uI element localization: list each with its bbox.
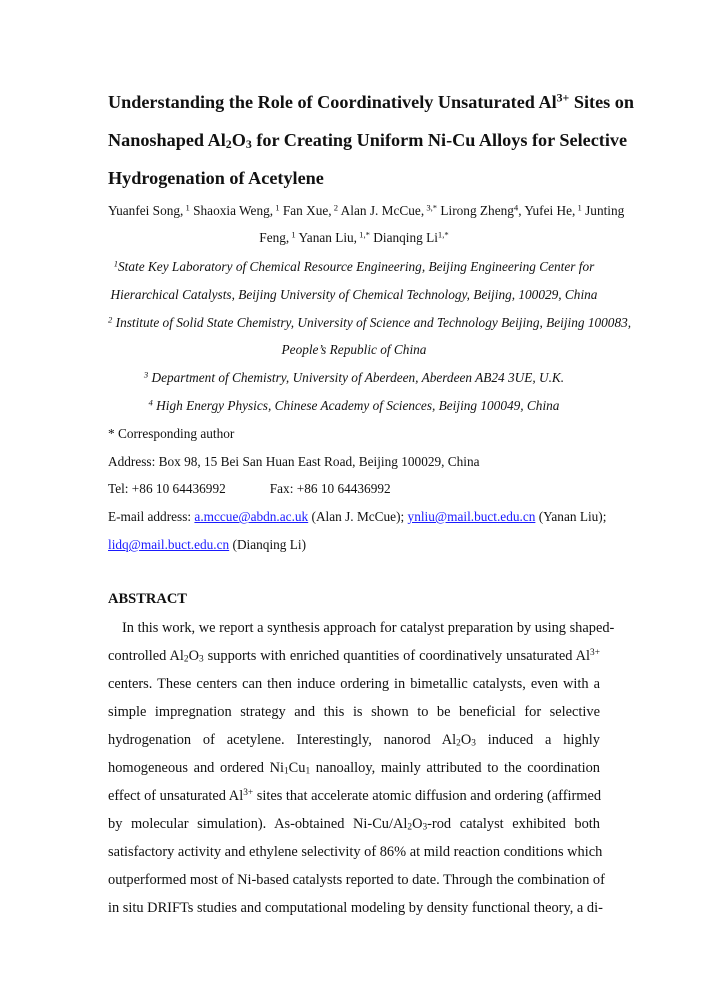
email-line-1 <box>108 509 607 525</box>
abstract-line: in situ DRIFTs studies and computational modeling by density functional theory, a di- <box>108 900 603 916</box>
abstract-text: by molecular simulation). As-obtained Ni-Cu/Al <box>108 816 408 832</box>
author-list-line-2 <box>108 230 600 246</box>
subscript: 3 <box>471 738 476 749</box>
affiliation-marker: 2 <box>108 314 113 325</box>
author-name: Shaoxia Weng, <box>189 203 274 218</box>
superscript: 3+ <box>590 647 600 658</box>
author-list <box>108 203 624 218</box>
abstract-line <box>108 816 600 833</box>
paper-title-line-3: Hydrogenation of Acetylene <box>108 168 324 188</box>
paper-title-line-1 <box>108 90 634 113</box>
email-owner: (Alan J. McCue); <box>311 509 405 524</box>
fax-number: Fax: +86 10 64436992 <box>269 481 391 496</box>
author-affiliation-marker: 2 <box>331 202 339 213</box>
subscript: 2 <box>456 738 461 749</box>
abstract-text: controlled Al <box>108 648 184 664</box>
affiliation-marker: 1 <box>113 258 119 269</box>
subscript: 2 <box>183 654 189 665</box>
author-affiliation-marker: 1,* <box>437 229 449 240</box>
email-owner: (Yanan Liu); <box>538 509 607 524</box>
author-affiliation-marker: 1 <box>575 202 582 213</box>
email-link-mccue[interactable]: a.mccue@abdn.ac.uk <box>194 509 309 524</box>
tel-number: Tel: +86 10 64436992 <box>108 481 226 496</box>
author-name: Alan J. McCue, <box>338 203 425 218</box>
abstract-line <box>108 732 600 749</box>
corresponding-author-note: * Corresponding author <box>108 426 235 441</box>
abstract-line: In this work, we report a synthesis approach for catalyst preparation by using shaped- <box>122 620 615 636</box>
subscript: 1 <box>305 766 311 777</box>
title-text: Nanoshaped Al <box>108 130 226 150</box>
subscript: 1 <box>283 766 289 777</box>
author-list <box>259 230 448 245</box>
title-text: Sites on <box>569 92 634 112</box>
abstract-text: Cu <box>288 760 306 776</box>
author-affiliation-marker: 1,* <box>357 229 370 240</box>
abstract-line <box>108 788 600 805</box>
affiliation-2-line-2: People’s Republic of China <box>281 342 427 357</box>
author-affiliation-marker: 1 <box>183 202 190 213</box>
affiliation-3 <box>108 370 600 386</box>
title-subscript: 2 <box>225 136 232 151</box>
email-line-2 <box>108 537 600 553</box>
abstract-text: supports with enriched quantities of coordinatively unsaturated Al <box>203 648 591 664</box>
affiliation-marker: 3 <box>143 369 149 380</box>
title-text: Understanding the Role of Coordinatively Unsaturated Al <box>108 92 557 112</box>
abstract-text: -rod catalyst exhibited both <box>427 816 601 832</box>
abstract-line: outperformed most of Ni-based catalysts reported to date. Through the combination of <box>108 872 605 888</box>
address-line: Address: Box 98, 15 Bei San Huan East Road, Beijing 100029, China <box>108 454 480 469</box>
email-link-li[interactable]: lidq@mail.buct.edu.cn <box>108 537 230 552</box>
title-superscript: 3+ <box>556 90 570 105</box>
author-name: Yanan Liu, <box>295 230 358 245</box>
affiliation-4 <box>108 398 600 414</box>
title-text: O <box>231 130 246 150</box>
author-affiliation-marker: 1 <box>289 229 296 240</box>
author-name: Fan Xue, <box>279 203 332 218</box>
author-name: Dianqing Li <box>369 230 438 245</box>
affiliation-1-line-2: Hierarchical Catalysts, Beijing University of Chemical Technology, Beijing, 100029, China <box>110 287 598 302</box>
email-link-liu[interactable]: ynliu@mail.buct.edu.cn <box>407 509 536 524</box>
abstract-text: O <box>188 648 199 664</box>
affiliation-text: Institute of Solid State Chemistry, University of Science and Technology Beijing, Beijing 100083, <box>112 315 632 330</box>
affiliation-text: State Key Laboratory of Chemical Resource Engineering, Beijing Engineering Center for <box>118 259 595 274</box>
affiliation-2-line-1 <box>108 314 632 331</box>
abstract-text: O <box>460 732 472 748</box>
author-name: Yuanfei Song, <box>108 203 184 218</box>
affiliation-1-line-1 <box>108 259 600 275</box>
subscript: 3 <box>422 822 428 833</box>
author-affiliation-marker: 3,* <box>424 202 438 213</box>
abstract-text: induced a highly <box>475 732 601 748</box>
affiliation-marker: 4 <box>148 397 153 408</box>
author-name: Feng, <box>259 230 290 245</box>
subscript: 3 <box>198 654 204 665</box>
abstract-line: centers. These centers can then induce ordering in bimetallic catalysts, even with a <box>108 676 600 692</box>
phone-fax-line <box>108 481 600 497</box>
author-name: Lirong Zheng <box>437 203 514 218</box>
author-list-line-1 <box>108 202 625 219</box>
author-affiliation-marker: 1 <box>273 202 280 213</box>
affiliation-text: High Energy Physics, Chinese Academy of Sciences, Beijing 100049, China <box>152 398 560 413</box>
paper-title-line-2 <box>108 130 628 151</box>
title-subscript: 3 <box>245 136 252 151</box>
abstract-line: simple impregnation strategy and this is shown to be beneficial for selective <box>108 704 600 720</box>
superscript: 3+ <box>243 787 254 798</box>
abstract-line <box>108 648 600 665</box>
abstract-line: satisfactory activity and ethylene selectivity of 86% at mild reaction conditions which <box>108 844 603 860</box>
abstract-heading: ABSTRACT <box>108 591 187 607</box>
abstract-text: O <box>412 816 423 832</box>
author-name: , Yufei He, <box>518 203 576 218</box>
abstract-text: nanoalloy, mainly attributed to the coordination <box>310 760 601 776</box>
abstract-text: hydrogenation of acetylene. Interestingly, nanorod Al <box>108 732 457 748</box>
author-name: Junting <box>581 203 625 218</box>
email-label: E-mail address: <box>108 509 192 524</box>
author-affiliation-marker: 4 <box>513 202 519 213</box>
abstract-line <box>108 760 600 777</box>
subscript: 2 <box>407 822 413 833</box>
title-text: for Creating Uniform Ni-Cu Alloys for Selective <box>251 130 628 150</box>
affiliation-text: Department of Chemistry, University of Aberdeen, Aberdeen AB24 3UE, U.K. <box>148 370 565 385</box>
email-owner: (Dianqing Li) <box>232 537 306 552</box>
abstract-text: effect of unsaturated Al <box>108 788 244 804</box>
abstract-text: sites that accelerate atomic diffusion and ordering (affirmed <box>253 788 602 804</box>
abstract-text: homogeneous and ordered Ni <box>108 760 284 776</box>
